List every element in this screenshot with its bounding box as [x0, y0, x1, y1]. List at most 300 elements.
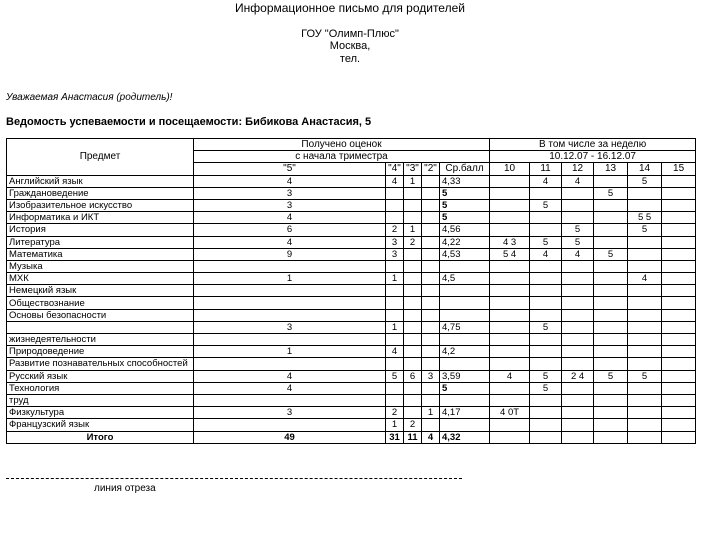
day-cell: 5	[628, 175, 662, 187]
subject-cell: Развитие познавательных способностей	[7, 358, 194, 370]
grade-4-cell: 4	[386, 175, 404, 187]
grade-4-cell: 2	[386, 224, 404, 236]
day-cell	[530, 419, 562, 431]
day-cell	[594, 285, 628, 297]
day-cell	[490, 431, 530, 443]
day-cell	[530, 346, 562, 358]
grade-2-cell	[422, 358, 440, 370]
average-cell: 5	[440, 212, 490, 224]
day-cell	[662, 224, 696, 236]
day-cell	[490, 358, 530, 370]
subject-cell: Информатика и ИКТ	[7, 212, 194, 224]
grade-5-cell: 4	[194, 382, 386, 394]
table-row	[7, 224, 696, 236]
table-row	[7, 285, 696, 297]
average-cell: 4,75	[440, 321, 490, 333]
day-cell	[562, 297, 594, 309]
grade-2-cell	[422, 382, 440, 394]
subject-cell: Русский язык	[7, 370, 194, 382]
average-cell	[440, 297, 490, 309]
organization-name: ГОУ "Олимп-Плюс"	[301, 28, 399, 40]
day-cell	[490, 187, 530, 199]
subject-cell: Музыка	[7, 260, 194, 272]
total-average: 4,32	[440, 431, 490, 443]
day-cell	[662, 419, 696, 431]
day-cell	[628, 260, 662, 272]
grade-2-cell: 3	[422, 370, 440, 382]
day-cell: 2 4	[562, 370, 594, 382]
grade-3-cell	[404, 199, 422, 211]
day-cell: 5	[594, 248, 628, 260]
subject-cell: Немецкий язык	[7, 285, 194, 297]
grade-2-cell: 1	[422, 407, 440, 419]
day-cell: 5	[628, 370, 662, 382]
day-cell	[628, 297, 662, 309]
grade-4-cell: 4	[386, 346, 404, 358]
day-cell	[490, 394, 530, 406]
grade-5-cell: 3	[194, 321, 386, 333]
day-cell	[662, 358, 696, 370]
grade-3-cell	[404, 394, 422, 406]
table-row	[7, 407, 696, 419]
table-row	[7, 346, 696, 358]
grade-4-cell	[386, 285, 404, 297]
average-cell	[440, 419, 490, 431]
day-cell	[562, 382, 594, 394]
table-row	[7, 309, 696, 321]
day-cell	[490, 212, 530, 224]
total-grade-2: 4	[422, 431, 440, 443]
grade-3-cell	[404, 358, 422, 370]
grade-2-cell	[422, 321, 440, 333]
grade-2-header: "2"	[422, 163, 440, 175]
average-cell: 4,33	[440, 175, 490, 187]
day-cell	[562, 334, 594, 346]
grade-2-cell	[422, 346, 440, 358]
day-cell	[628, 199, 662, 211]
day-cell	[594, 224, 628, 236]
grade-3-cell	[404, 297, 422, 309]
grade-3-cell	[404, 285, 422, 297]
day-cell	[662, 382, 696, 394]
subject-cell: Основы безопасности	[7, 309, 194, 321]
grade-2-cell	[422, 236, 440, 248]
day-cell	[530, 273, 562, 285]
day-cell	[490, 309, 530, 321]
grade-3-cell	[404, 321, 422, 333]
table-row	[7, 273, 696, 285]
day-cell	[662, 297, 696, 309]
grade-4-cell	[386, 187, 404, 199]
grade-5-cell: 4	[194, 236, 386, 248]
grade-5-cell: 3	[194, 407, 386, 419]
grade-4-cell	[386, 260, 404, 272]
table-row	[7, 419, 696, 431]
grade-5-cell	[194, 285, 386, 297]
organization-phone: тел.	[339, 53, 361, 65]
average-cell: 4,2	[440, 346, 490, 358]
organization-city: Москва,	[329, 40, 371, 52]
grade-3-cell	[404, 273, 422, 285]
day-cell	[530, 212, 562, 224]
day-cell	[628, 431, 662, 443]
day-cell	[594, 212, 628, 224]
day-cell	[562, 321, 594, 333]
day-cell	[490, 224, 530, 236]
day-cell	[594, 260, 628, 272]
average-cell: 3,59	[440, 370, 490, 382]
day-cell	[628, 346, 662, 358]
day-cell: 4	[562, 175, 594, 187]
day-cell	[662, 309, 696, 321]
day-cell	[562, 212, 594, 224]
table-row	[7, 187, 696, 199]
grade-5-cell	[194, 334, 386, 346]
day-cell	[662, 273, 696, 285]
day-cell	[490, 297, 530, 309]
grade-2-cell	[422, 212, 440, 224]
day-cell: 5	[594, 370, 628, 382]
grade-3-cell: 6	[404, 370, 422, 382]
grade-5-cell	[194, 260, 386, 272]
subject-cell: Изобразительное искусство	[7, 199, 194, 211]
day-cell	[662, 407, 696, 419]
day-cell	[628, 334, 662, 346]
grade-5-cell: 4	[194, 370, 386, 382]
grade-3-cell	[404, 309, 422, 321]
subject-cell: МХК	[7, 273, 194, 285]
day-cell	[490, 260, 530, 272]
day-cell	[490, 273, 530, 285]
day-cell	[594, 199, 628, 211]
day-cell: 4	[530, 248, 562, 260]
total-grade-4: 31	[386, 431, 404, 443]
grade-5-cell: 4	[194, 212, 386, 224]
table-row	[7, 370, 696, 382]
day-cell	[562, 273, 594, 285]
day-header: 11	[530, 163, 562, 175]
day-cell	[594, 321, 628, 333]
grade-3-cell: 2	[404, 419, 422, 431]
day-cell	[490, 175, 530, 187]
grade-2-cell	[422, 187, 440, 199]
day-cell	[562, 199, 594, 211]
day-cell	[662, 248, 696, 260]
table-row	[7, 175, 696, 187]
day-cell	[530, 334, 562, 346]
subject-cell: Французский язык	[7, 419, 194, 431]
total-row	[7, 431, 696, 443]
grade-3-cell	[404, 248, 422, 260]
day-cell: 5	[530, 382, 562, 394]
average-cell	[440, 394, 490, 406]
grade-3-header: "3"	[404, 163, 422, 175]
subject-cell	[7, 321, 194, 333]
day-cell	[594, 431, 628, 443]
day-cell: 4	[628, 273, 662, 285]
day-cell: 4 0Т	[490, 407, 530, 419]
average-cell	[440, 285, 490, 297]
grade-4-cell: 3	[386, 248, 404, 260]
day-cell	[628, 285, 662, 297]
grade-4-cell: 1	[386, 419, 404, 431]
grade-5-cell: 1	[194, 346, 386, 358]
day-cell	[562, 394, 594, 406]
grade-5-cell	[194, 297, 386, 309]
day-cell	[628, 382, 662, 394]
day-cell	[662, 346, 696, 358]
day-cell: 5	[562, 224, 594, 236]
grade-4-cell	[386, 382, 404, 394]
grade-2-cell	[422, 309, 440, 321]
letter-title: Информационное письмо для родителей	[235, 1, 465, 15]
day-cell	[628, 187, 662, 199]
day-cell	[594, 236, 628, 248]
total-label: Итого	[7, 431, 194, 443]
table-row	[7, 260, 696, 272]
grade-2-cell	[422, 175, 440, 187]
grade-3-cell	[404, 260, 422, 272]
day-cell	[490, 199, 530, 211]
table-header-row	[7, 139, 696, 151]
subject-cell: Английский язык	[7, 175, 194, 187]
grade-2-cell	[422, 334, 440, 346]
grade-2-cell	[422, 248, 440, 260]
day-cell	[490, 321, 530, 333]
grade-2-cell	[422, 260, 440, 272]
grade-2-cell	[422, 199, 440, 211]
average-cell: 4,56	[440, 224, 490, 236]
day-header: 10	[490, 163, 530, 175]
grade-3-cell: 2	[404, 236, 422, 248]
grade-5-cell	[194, 358, 386, 370]
day-cell: 5	[530, 370, 562, 382]
average-cell: 5	[440, 382, 490, 394]
cut-line	[6, 478, 462, 479]
day-header: 12	[562, 163, 594, 175]
grade-3-cell	[404, 407, 422, 419]
grade-5-cell: 3	[194, 187, 386, 199]
day-cell	[662, 187, 696, 199]
day-cell	[490, 285, 530, 297]
day-cell	[662, 431, 696, 443]
grade-5-header: "5"	[194, 163, 386, 175]
day-cell: 5	[530, 199, 562, 211]
day-cell	[594, 175, 628, 187]
table-row	[7, 212, 696, 224]
day-cell	[490, 334, 530, 346]
total-grade-3: 11	[404, 431, 422, 443]
day-cell	[562, 358, 594, 370]
day-cell	[628, 419, 662, 431]
subject-cell: Граждановедение	[7, 187, 194, 199]
grade-3-cell	[404, 187, 422, 199]
day-cell	[594, 297, 628, 309]
day-cell	[662, 175, 696, 187]
day-cell	[594, 346, 628, 358]
grade-3-cell	[404, 382, 422, 394]
week-column-header: В том числе за неделю	[490, 139, 696, 151]
grade-4-cell: 1	[386, 321, 404, 333]
day-cell	[628, 358, 662, 370]
average-cell: 4,53	[440, 248, 490, 260]
subject-cell: Физкультура	[7, 407, 194, 419]
day-cell	[662, 394, 696, 406]
day-cell: 5 4	[490, 248, 530, 260]
day-cell	[594, 273, 628, 285]
day-cell	[562, 187, 594, 199]
day-cell	[530, 260, 562, 272]
grade-5-cell: 3	[194, 199, 386, 211]
table-row	[7, 321, 696, 333]
day-cell: 4	[562, 248, 594, 260]
subject-cell: Обществознание	[7, 297, 194, 309]
cut-line-label: линия отреза	[94, 483, 156, 494]
day-cell	[594, 394, 628, 406]
day-cell	[530, 187, 562, 199]
grades-table-body	[7, 139, 696, 444]
grade-4-header: "4"	[386, 163, 404, 175]
grade-3-cell: 1	[404, 175, 422, 187]
average-cell: 4,22	[440, 236, 490, 248]
grade-3-cell	[404, 212, 422, 224]
grade-5-cell	[194, 309, 386, 321]
day-cell	[530, 297, 562, 309]
subject-cell: жизнедеятельности	[7, 334, 194, 346]
day-cell	[530, 407, 562, 419]
day-cell	[662, 212, 696, 224]
day-cell	[530, 309, 562, 321]
day-cell	[662, 334, 696, 346]
day-cell	[530, 431, 562, 443]
grade-2-cell	[422, 297, 440, 309]
day-cell	[490, 419, 530, 431]
grade-2-cell	[422, 285, 440, 297]
grade-5-cell	[194, 394, 386, 406]
day-cell: 5	[562, 236, 594, 248]
average-cell	[440, 358, 490, 370]
subject-cell: Природоведение	[7, 346, 194, 358]
day-cell	[562, 309, 594, 321]
day-cell	[530, 224, 562, 236]
marks-period-header: с начала триместра	[194, 151, 490, 163]
table-row	[7, 297, 696, 309]
average-cell	[440, 309, 490, 321]
day-cell	[562, 260, 594, 272]
table-row	[7, 334, 696, 346]
average-cell: 4,17	[440, 407, 490, 419]
subject-cell: Математика	[7, 248, 194, 260]
grade-4-cell	[386, 334, 404, 346]
grades-table	[6, 138, 696, 444]
day-cell	[662, 285, 696, 297]
day-cell	[628, 236, 662, 248]
average-cell	[440, 334, 490, 346]
grade-4-cell	[386, 394, 404, 406]
week-dates-header: 10.12.07 - 16.12.07	[490, 151, 696, 163]
table-row	[7, 248, 696, 260]
day-cell	[628, 321, 662, 333]
day-header: 14	[628, 163, 662, 175]
grade-4-cell	[386, 212, 404, 224]
day-cell	[628, 248, 662, 260]
average-cell: 5	[440, 187, 490, 199]
day-cell	[594, 419, 628, 431]
subject-cell: История	[7, 224, 194, 236]
grade-5-cell: 1	[194, 273, 386, 285]
day-cell	[490, 382, 530, 394]
grade-3-cell	[404, 346, 422, 358]
subject-column-header: Предмет	[7, 139, 194, 176]
grade-2-cell	[422, 273, 440, 285]
day-cell	[662, 321, 696, 333]
day-cell	[628, 407, 662, 419]
day-header: 13	[594, 163, 628, 175]
day-header: 15	[662, 163, 696, 175]
grade-4-cell	[386, 199, 404, 211]
average-cell: 4,5	[440, 273, 490, 285]
grade-4-cell	[386, 358, 404, 370]
grade-5-cell: 4	[194, 175, 386, 187]
grade-2-cell	[422, 224, 440, 236]
day-cell: 5	[628, 224, 662, 236]
sheet-title: Ведомость успеваемости и посещаемости: Бибикова Анастасия, 5	[6, 116, 372, 128]
day-cell: 4	[530, 175, 562, 187]
day-cell	[530, 394, 562, 406]
marks-column-header: Получено оценок	[194, 139, 490, 151]
day-cell	[530, 285, 562, 297]
day-cell	[628, 309, 662, 321]
total-grade-5: 49	[194, 431, 386, 443]
grade-4-cell: 1	[386, 273, 404, 285]
day-cell	[662, 260, 696, 272]
average-cell: 5	[440, 199, 490, 211]
day-cell: 4 3	[490, 236, 530, 248]
subject-cell: Технология	[7, 382, 194, 394]
average-header: Ср.балл	[440, 163, 490, 175]
day-cell	[530, 358, 562, 370]
table-row	[7, 394, 696, 406]
day-cell: 5	[530, 321, 562, 333]
day-cell	[490, 346, 530, 358]
grade-5-cell: 6	[194, 224, 386, 236]
subject-cell: труд	[7, 394, 194, 406]
subject-cell: Литература	[7, 236, 194, 248]
day-cell	[594, 382, 628, 394]
day-cell: 5 5	[628, 212, 662, 224]
table-row	[7, 358, 696, 370]
day-cell	[562, 419, 594, 431]
grade-3-cell	[404, 334, 422, 346]
greeting: Уважаемая Анастасия (родитель)!	[6, 92, 173, 103]
grade-5-cell	[194, 419, 386, 431]
grade-4-cell: 5	[386, 370, 404, 382]
day-cell	[662, 199, 696, 211]
day-cell	[562, 346, 594, 358]
table-row	[7, 199, 696, 211]
grade-2-cell	[422, 419, 440, 431]
grade-2-cell	[422, 394, 440, 406]
day-cell	[662, 236, 696, 248]
day-cell	[562, 407, 594, 419]
day-cell	[594, 407, 628, 419]
average-cell	[440, 260, 490, 272]
day-cell	[662, 370, 696, 382]
day-cell	[594, 358, 628, 370]
grade-4-cell	[386, 297, 404, 309]
day-cell	[594, 334, 628, 346]
grade-4-cell: 2	[386, 407, 404, 419]
